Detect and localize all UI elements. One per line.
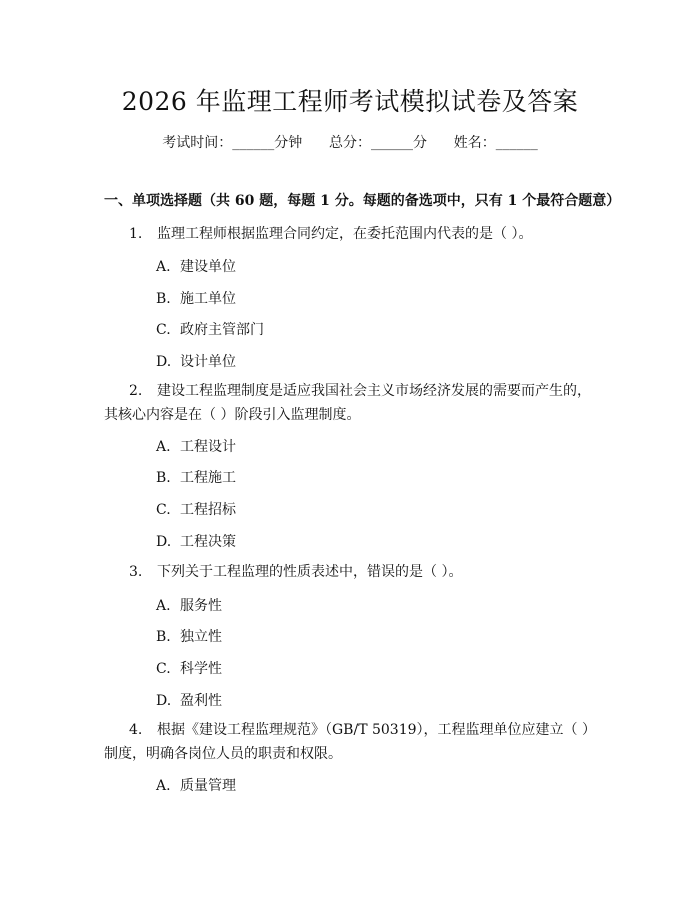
- option-text: 施工单位: [180, 291, 236, 307]
- option-label: A.: [156, 778, 171, 794]
- question-text: 监理工程师根据监理合同约定，在委托范围内代表的是（ ）。: [157, 226, 533, 242]
- option-text: 工程施工: [180, 470, 236, 486]
- question-1: [104, 222, 600, 246]
- option-label: A.: [156, 259, 171, 275]
- option-label: C.: [156, 322, 171, 338]
- option-text: 质量管理: [180, 778, 236, 794]
- question-text: 根据《建设工程监理规范》（GB/T 50319），工程监理单位应建立（ ）制度，明确各岗位人员的职责和权限。: [104, 722, 596, 762]
- option-1a: [156, 256, 236, 276]
- option-label: C.: [156, 502, 171, 518]
- exam-info-line: 考试时间：______分钟 总分：______分 姓名：______: [162, 135, 538, 151]
- question-number: 4.: [129, 722, 143, 738]
- option-3a: [156, 595, 222, 615]
- section-heading: 一、单项选择题（共 60 题，每题 1 分。每题的备选项中，只有 1 个最符合题意）: [104, 193, 621, 209]
- option-4a: [156, 775, 236, 795]
- option-label: D.: [156, 354, 172, 370]
- option-2d: [156, 531, 236, 551]
- question-text: 建设工程监理制度是适应我国社会主义市场经济发展的需要而产生的，其核心内容是在（ ）阶段引入监理制度。: [104, 383, 591, 423]
- option-text: 科学性: [180, 661, 222, 677]
- question-3: [104, 560, 600, 584]
- option-label: B.: [156, 291, 171, 307]
- option-1d: [156, 351, 236, 371]
- option-text: 盈利性: [180, 693, 222, 709]
- option-text: 建设单位: [180, 259, 236, 275]
- question-2: [104, 379, 600, 427]
- question-text: 下列关于工程监理的性质表述中，错误的是（ ）。: [157, 564, 463, 580]
- question-number: 3.: [129, 564, 143, 580]
- option-label: C.: [156, 661, 171, 677]
- option-text: 独立性: [180, 629, 222, 645]
- option-1c: [156, 319, 264, 339]
- option-2c: [156, 499, 236, 519]
- option-label: D.: [156, 693, 172, 709]
- option-text: 政府主管部门: [180, 322, 264, 338]
- option-3b: [156, 626, 222, 646]
- option-label: A.: [156, 439, 171, 455]
- option-3d: [156, 690, 222, 710]
- question-number: 2.: [129, 383, 143, 399]
- question-4: [104, 718, 600, 766]
- option-text: 设计单位: [180, 354, 236, 370]
- question-number: 1.: [129, 226, 143, 242]
- option-label: A.: [156, 598, 171, 614]
- option-label: B.: [156, 470, 171, 486]
- option-2b: [156, 467, 236, 487]
- page-title: 2026 年监理工程师考试模拟试卷及答案: [121, 87, 579, 116]
- option-2a: [156, 436, 236, 456]
- option-3c: [156, 658, 222, 678]
- option-label: D.: [156, 534, 172, 550]
- option-text: 工程招标: [180, 502, 236, 518]
- option-label: B.: [156, 629, 171, 645]
- option-text: 服务性: [180, 598, 222, 614]
- option-1b: [156, 288, 236, 308]
- option-text: 工程设计: [180, 439, 236, 455]
- option-text: 工程决策: [180, 534, 236, 550]
